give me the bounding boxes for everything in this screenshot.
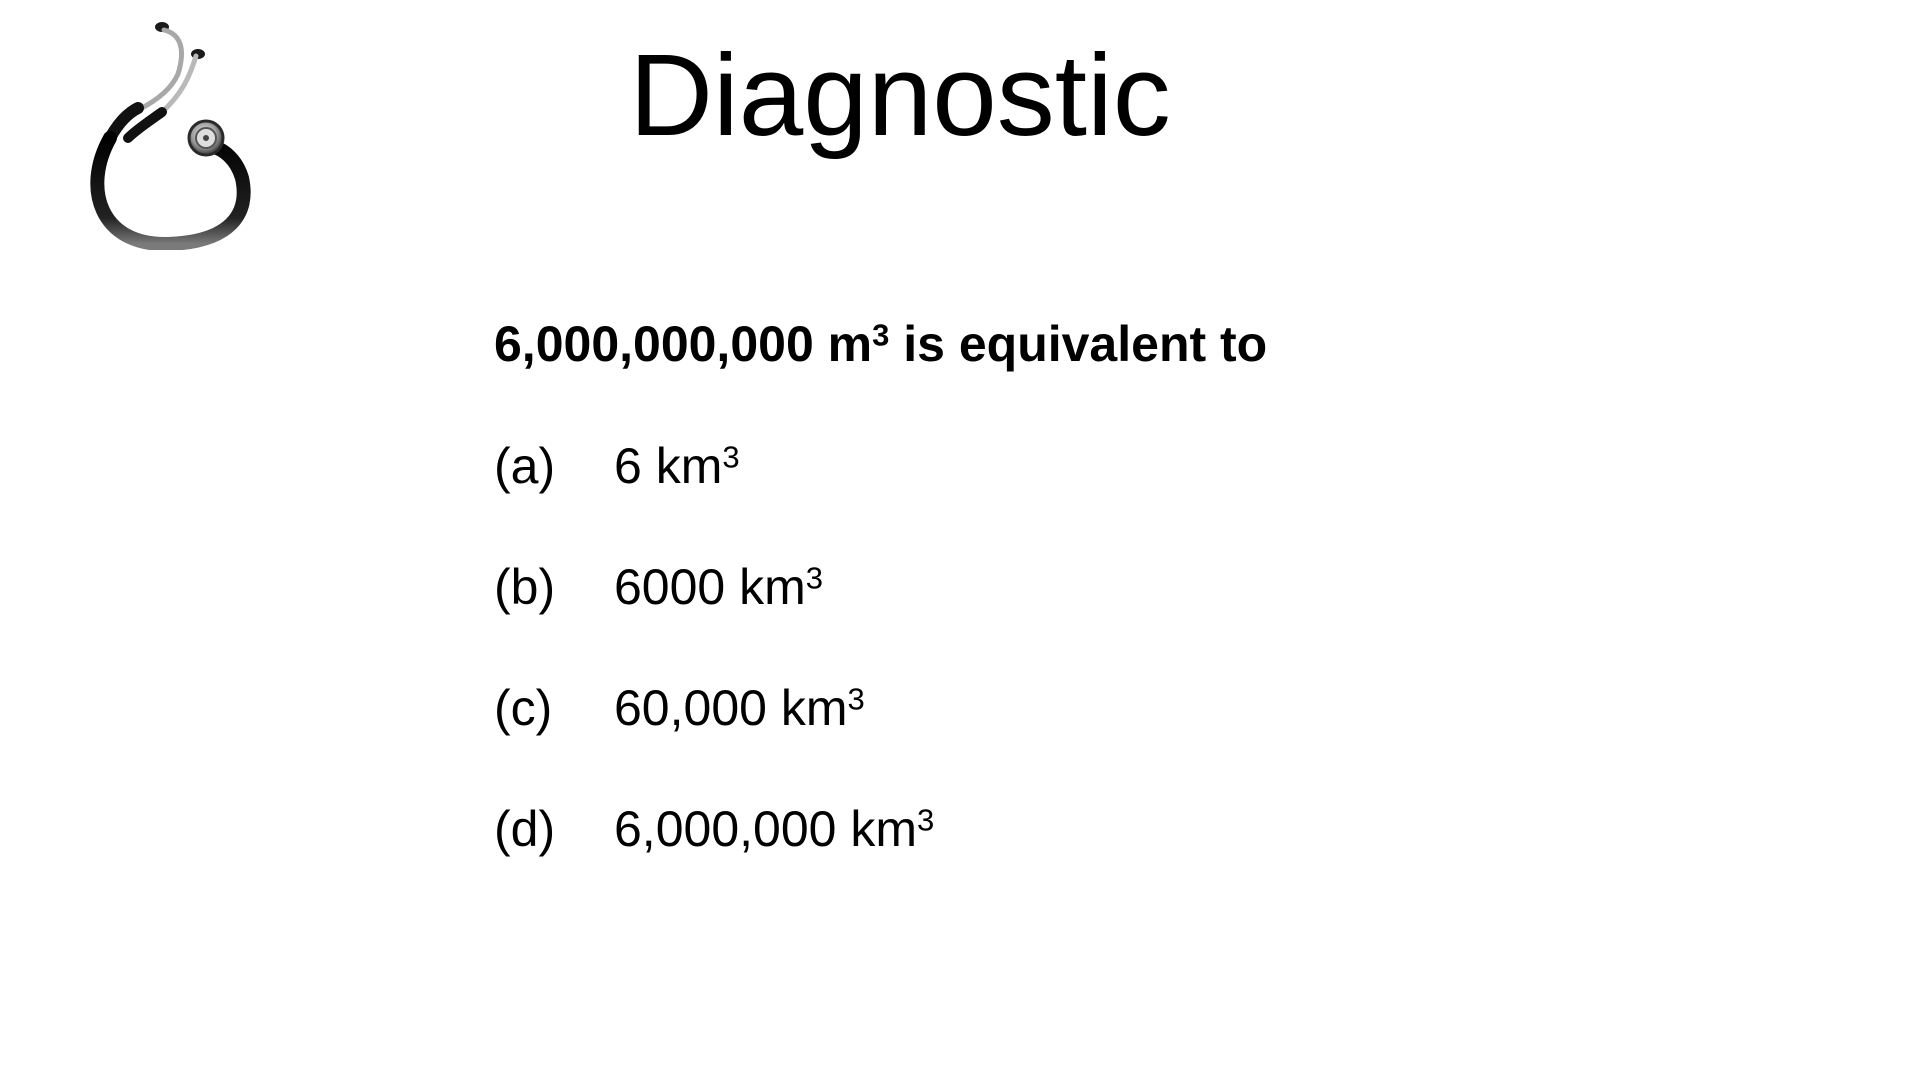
- slide-title-text: Diagnostic: [629, 30, 1171, 160]
- option-d: [494, 799, 934, 920]
- option-c: [494, 678, 934, 799]
- question-text: [494, 314, 1267, 374]
- option-label: (a): [494, 438, 556, 494]
- question-superscript: 3: [872, 317, 890, 353]
- option-value-text: 6,000,000 km: [614, 801, 917, 857]
- option-superscript: 3: [805, 560, 824, 596]
- option-b: [494, 557, 934, 678]
- option-superscript: 3: [722, 439, 740, 475]
- option-label: (c): [494, 680, 553, 736]
- option-a: [494, 436, 934, 557]
- option-value-text: 6000 km: [614, 559, 806, 615]
- answer-options: [494, 436, 934, 920]
- question-number: 6,000,000,000 m: [494, 316, 873, 372]
- slide-title: [0, 30, 1920, 160]
- option-value: [614, 436, 740, 496]
- option-superscript: 3: [847, 681, 865, 717]
- option-value-text: 6 km: [614, 438, 723, 494]
- option-superscript: 3: [916, 802, 935, 838]
- option-label: (b): [494, 559, 556, 615]
- question-suffix: is equivalent to: [889, 316, 1268, 372]
- option-value: [614, 678, 865, 738]
- option-value: [614, 557, 823, 617]
- option-value-text: 60,000 km: [614, 680, 848, 736]
- option-label: (d): [494, 801, 556, 857]
- option-value: [614, 799, 934, 859]
